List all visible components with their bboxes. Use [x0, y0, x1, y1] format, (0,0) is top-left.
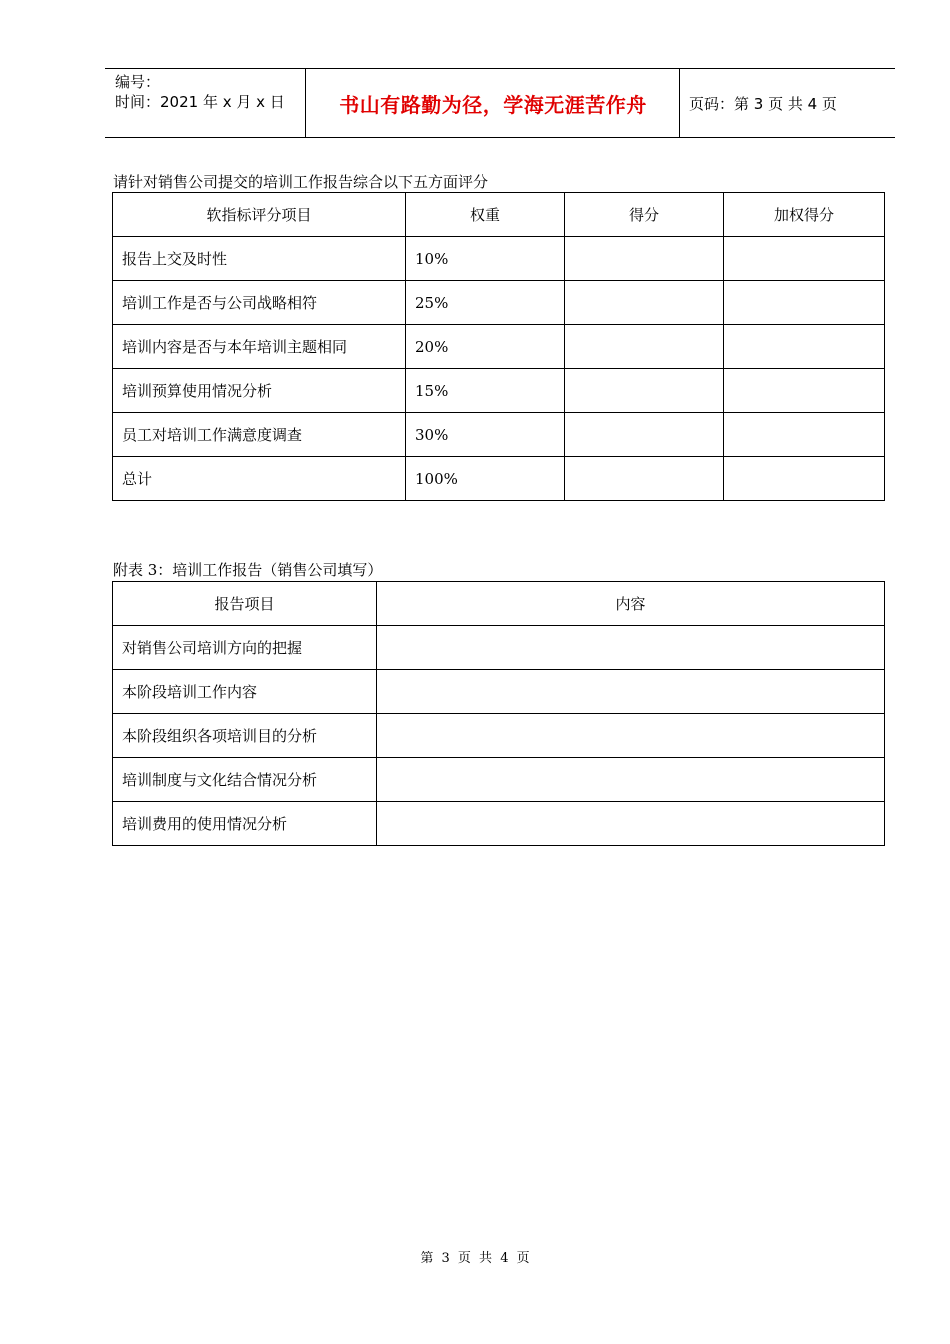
score-cell[interactable] — [565, 457, 724, 501]
score-cell[interactable] — [565, 413, 724, 457]
document-number-label: 编号： — [115, 73, 161, 91]
table-row — [113, 369, 885, 413]
score-table — [112, 192, 885, 501]
report-item: 培训制度与文化结合情况分析 — [113, 758, 377, 802]
report-content-cell[interactable] — [377, 670, 885, 714]
document-date: 时间：2021 年 x 月 x 日 — [115, 93, 285, 111]
score-weight: 20% — [406, 325, 565, 369]
page-header — [105, 68, 895, 138]
score-weight: 100% — [406, 457, 565, 501]
score-cell[interactable] — [565, 237, 724, 281]
score-cell[interactable] — [565, 369, 724, 413]
table-header-row — [113, 193, 885, 237]
header-motto: 书山有路勤为径，学海无涯苦作舟 — [339, 92, 647, 117]
report-item: 本阶段组织各项培训目的分析 — [113, 714, 377, 758]
score-cell[interactable] — [565, 325, 724, 369]
weighted-score-cell[interactable] — [724, 457, 885, 501]
header-divider — [679, 69, 680, 137]
score-item: 培训内容是否与本年培训主题相同 — [113, 325, 406, 369]
score-item: 报告上交及时性 — [113, 237, 406, 281]
column-header-report-item: 报告项目 — [113, 582, 377, 626]
score-weight: 15% — [406, 369, 565, 413]
header-page-info: 页码：第 3 页 共 4 页 — [689, 94, 837, 113]
report-item: 本阶段培训工作内容 — [113, 670, 377, 714]
header-divider — [305, 69, 306, 137]
score-weight: 10% — [406, 237, 565, 281]
column-header-weight: 权重 — [406, 193, 565, 237]
column-header-item: 软指标评分项目 — [113, 193, 406, 237]
report-table-caption: 附表 3：培训工作报告（销售公司填写） — [113, 561, 383, 579]
table-row — [113, 714, 885, 758]
report-content-cell[interactable] — [377, 758, 885, 802]
column-header-content: 内容 — [377, 582, 885, 626]
table-row-total — [113, 457, 885, 501]
table-row — [113, 237, 885, 281]
weighted-score-cell[interactable] — [724, 281, 885, 325]
report-content-cell[interactable] — [377, 626, 885, 670]
column-header-score: 得分 — [565, 193, 724, 237]
column-header-weighted-score: 加权得分 — [724, 193, 885, 237]
score-weight: 30% — [406, 413, 565, 457]
header-meta — [115, 72, 305, 112]
report-table — [112, 581, 885, 846]
score-item: 总计 — [113, 457, 406, 501]
score-cell[interactable] — [565, 281, 724, 325]
score-item: 员工对培训工作满意度调查 — [113, 413, 406, 457]
score-weight: 25% — [406, 281, 565, 325]
table-header-row — [113, 582, 885, 626]
score-table-caption: 请针对销售公司提交的培训工作报告综合以下五方面评分 — [113, 173, 489, 191]
report-item: 培训费用的使用情况分析 — [113, 802, 377, 846]
report-content-cell[interactable] — [377, 802, 885, 846]
table-row — [113, 758, 885, 802]
table-row — [113, 802, 885, 846]
weighted-score-cell[interactable] — [724, 413, 885, 457]
score-item: 培训预算使用情况分析 — [113, 369, 406, 413]
weighted-score-cell[interactable] — [724, 369, 885, 413]
table-row — [113, 670, 885, 714]
table-row — [113, 281, 885, 325]
score-item: 培训工作是否与公司战略相符 — [113, 281, 406, 325]
report-item: 对销售公司培训方向的把握 — [113, 626, 377, 670]
weighted-score-cell[interactable] — [724, 325, 885, 369]
weighted-score-cell[interactable] — [724, 237, 885, 281]
page-footer: 第 3 页 共 4 页 — [420, 1251, 530, 1266]
table-row — [113, 413, 885, 457]
table-row — [113, 626, 885, 670]
table-row — [113, 325, 885, 369]
report-content-cell[interactable] — [377, 714, 885, 758]
